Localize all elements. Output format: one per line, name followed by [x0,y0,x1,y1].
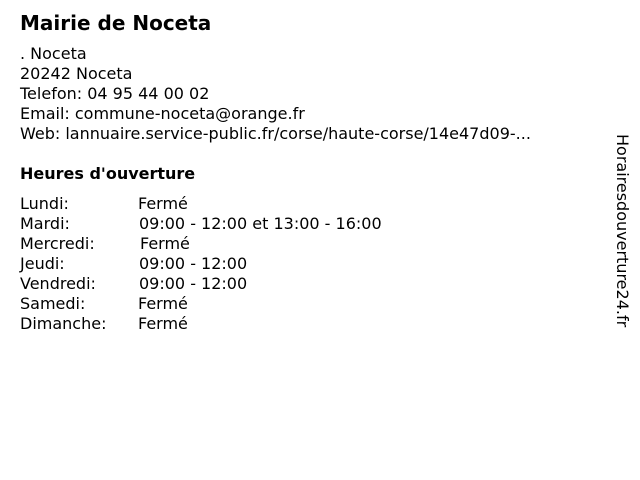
day-hours: 09:00 - 12:00 [139,254,248,273]
day-hours: Fermé [138,294,188,313]
day-hours: Fermé [140,234,190,253]
contact-block [20,44,531,144]
day-label: Lundi: [20,194,69,213]
day-hours: 09:00 - 12:00 [139,274,248,293]
hours-heading: Heures d'ouverture [20,164,196,183]
address-line-1: . Noceta [20,44,87,63]
day-label: Samedi: [20,294,86,313]
phone-line: Telefon: 04 95 44 00 02 [20,84,210,103]
site-watermark: Horairesdouverture24.fr [613,134,632,328]
day-label: Dimanche: [20,314,107,333]
address-line-2: 20242 Noceta [20,64,133,83]
day-label: Mardi: [20,214,70,233]
day-label: Mercredi: [20,234,95,253]
web-line: Web: lannuaire.service-public.fr/corse/haute-corse/14e47d09-... [20,124,531,143]
day-label: Vendredi: [20,274,96,293]
day-label: Jeudi: [20,254,65,273]
day-hours: 09:00 - 12:00 et 13:00 - 16:00 [139,214,382,233]
day-hours: Fermé [138,314,188,333]
day-hours: Fermé [138,194,188,213]
email-line: Email: commune-noceta@orange.fr [20,104,305,123]
page-title: Mairie de Noceta [20,11,212,35]
